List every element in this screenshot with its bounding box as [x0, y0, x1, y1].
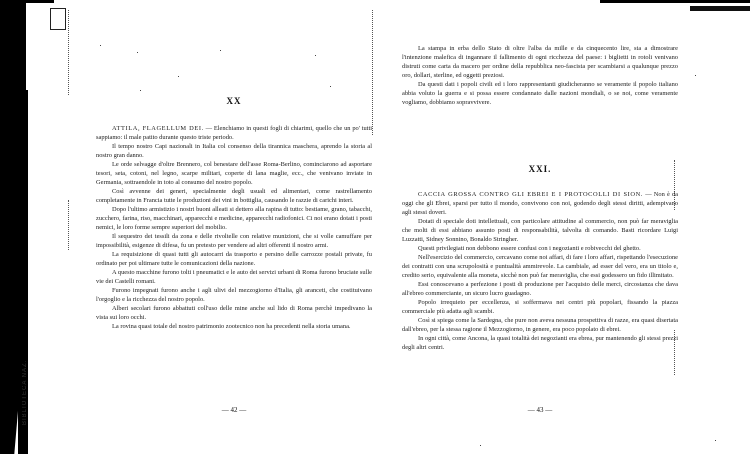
paragraph: Così avvenne dei generi, specialmente degli usuali ed alimentari, come rastrellamento completamente in Francia tutte le produzioni dei vini in bottiglia, causando le razzie di carichi interi.: [96, 188, 372, 204]
paragraph: In ogni città, come Ancona, la quasi totalità dei negozianti era ebrea, pur mantenendo gli stessi prezzi degli altri centri.: [402, 335, 678, 351]
page-number: — 42 —: [221, 406, 247, 414]
page-number: — 43 —: [527, 406, 553, 414]
left-page: [96, 0, 372, 454]
paragraph: Le orde selvagge d'oltre Brennero, col benestare dell'asse Roma-Berlino, cominciarono ad asportare tesori, seta, cotoni, nel legno, scarpe militari, coperte di lana maglie, ecc., che venivano inviate in Germania, sottraendole in toto al consumo del nostro popolo.: [96, 161, 372, 186]
paragraph: Il sequestro dei tessili da zona e delle rivoltelle con relative munizioni, che si volle camuffare per impossibilità, esigenze di difesa, fu un pretesto per vendere ad altri offerenti il nostro armi.: [96, 233, 372, 249]
scan-speck: [315, 55, 316, 56]
paragraph: Dopo l'ultimo armistizio i nostri buoni alleati si dettero alla rapina di tutto: bestiame, grano, tabacchi, zucchero, farina, riso, macchinari, apparecchi e medicine, apparecchi radiofonici. Ci noi erano dotati i posti nemici, le loro forme sempre superiori del mobilio.: [96, 206, 372, 231]
scan-speck: [178, 76, 179, 77]
scan-speck: [140, 90, 141, 91]
paragraph: Nell'esercizio del commercio, cercavano come noi affari, di fare i loro affari, rispettando l'esecuzione dei contratti con una scrupolosità e puntualità ammirevole. La cambiale, ad esser del vero, era un titolo e, credito serio, equivalente alla moneta, sicchè non può far meraviglia, che essi godessero un fido illimitato.: [402, 254, 678, 279]
scan-speck: [715, 440, 716, 441]
scan-corner-mark: [50, 8, 66, 30]
paragraph: La requisizione di quasi tutti gli autocarri da trasporto e persino delle carrozze postali private, fu ordinato per poi ultimare tutte le comunicazioni della nazione.: [96, 251, 372, 267]
chapter-heading: XXI.: [528, 164, 552, 174]
paragraph: Da questi dati i popoli civili ed i loro rappresentanti giudicheranno se veramente il popolo italiano abbia voluto la guerra e si possa essere condannato dalle nazioni mondiali, o se noi, come veramente vogliamo, dobbiamo sopravvivere.: [402, 81, 678, 106]
right-page-continued-text: [402, 44, 678, 107]
paragraph: La rovina quasi totale del nostro patrimonio zootecnico non ha precedenti nella storia umana.: [112, 323, 351, 330]
chapter-heading: XX: [226, 96, 242, 106]
paragraph: Così si spiega come la Sardegna, che pure non aveva nessuna prospettiva di razze, era quasi disertata dall'ebreo, per la stessa ragione il Mezzogiorno, in genere, era poco popolato di ebrei.: [402, 317, 678, 333]
paragraph-lead: CACCIA GROSSA CONTRO GLI EBREI E I PROTOCOLLI DI SION.: [418, 191, 644, 198]
paragraph: Il tempo nostro Capi nazionali in Italia col consenso della tirannica maschera, aprendo la storia al nostro gran danno.: [96, 143, 372, 159]
scan-top-bar-right-secondary: [690, 6, 750, 11]
scan-speck: [330, 86, 331, 87]
paragraph: Popolo irrequieto per eccellenza, si soffermava nei centri più popolari, fissando la piazza commerciale più adatta agli scambi.: [402, 299, 678, 315]
right-page: [402, 0, 678, 454]
paragraph: ATTILA, FLAGELLUM DEI. — Elenchiamo in questi fogli di chiarimi, quello che un po' tutti sappiamo: il male patito durante questo triste periodo.: [96, 125, 372, 141]
library-side-stamp: BIBLIOTECA NAZ.: [22, 359, 28, 425]
right-page-body: [402, 190, 678, 352]
gutter-dotted-line: [68, 10, 69, 95]
scan-speck: [137, 52, 138, 53]
paragraph: A questo macchine furono tolti i pneumatici e le auto dei servizi urbani di Roma furono bruciate sulle vie dei Castelli romani.: [96, 269, 372, 285]
scan-speck: [100, 45, 101, 46]
paragraph: Dotati di speciale doti intellettuali, con particolare attitudine al commercio, non può far meraviglia che molti di essi abbiano assunto posti di responsabilità, talvolta di comando. Basti ricordare Luigi Luzzatti, Sidney Sonnino, Bonaldo Stringher.: [402, 218, 678, 243]
scan-speck: [480, 445, 481, 446]
scan-top-bar-left: [26, 0, 54, 3]
left-page-body: [96, 124, 372, 331]
paragraph: Essi conoscevano a perfezione i posti di produzione per l'acquisto delle merci, circostanza che dava all'ebreo commerciante, un sicuro lucro guadagno.: [402, 281, 678, 297]
scan-speck: [695, 75, 696, 76]
gutter-dotted-line: [68, 200, 69, 250]
paragraph-lead: ATTILA, FLAGELLUM DEI.: [112, 125, 204, 132]
paragraph: Furono impegnati furono anche i agli ulivi del mezzogiorno d'Italia, gli aranceti, che costituivano l'orgoglio e la ricchezza del nostro popolo.: [96, 287, 372, 303]
scan-speck: [220, 50, 221, 51]
paragraph: La stampa in erba dello Stato di oltre l'alba da mille e da cinquecento lire, sta a dimostrare l'intenzione malefica di ingannare il fallimento di ogni ricchezza del paese: i biglietti in rotoli venivano distruti come carta da macero per ordine della repubblica neo-fascista per scambiarsi a qualunque prezzo oro, dollari, sterline, ed oggetti preziosi.: [402, 45, 678, 79]
paragraph: Alberi secolari furono abbattuti coll'uso delle mine anche sul lido di Roma perchè impedivano la vista sui loro occhi.: [96, 305, 372, 321]
paragraph: CACCIA GROSSA CONTRO GLI EBREI E I PROTOCOLLI DI SION. — Non è da oggi che gli Ebrei, sparsi per tutto il mondo, convivono con noi, godendo degli stessi diritti, adempivano agli stessi doveri.: [402, 191, 679, 216]
center-dotted-line: [372, 10, 373, 135]
paragraph: Questi privilegiati non debbono essere confusi con i negozianti e robivecchi del ghetto.: [418, 245, 641, 252]
